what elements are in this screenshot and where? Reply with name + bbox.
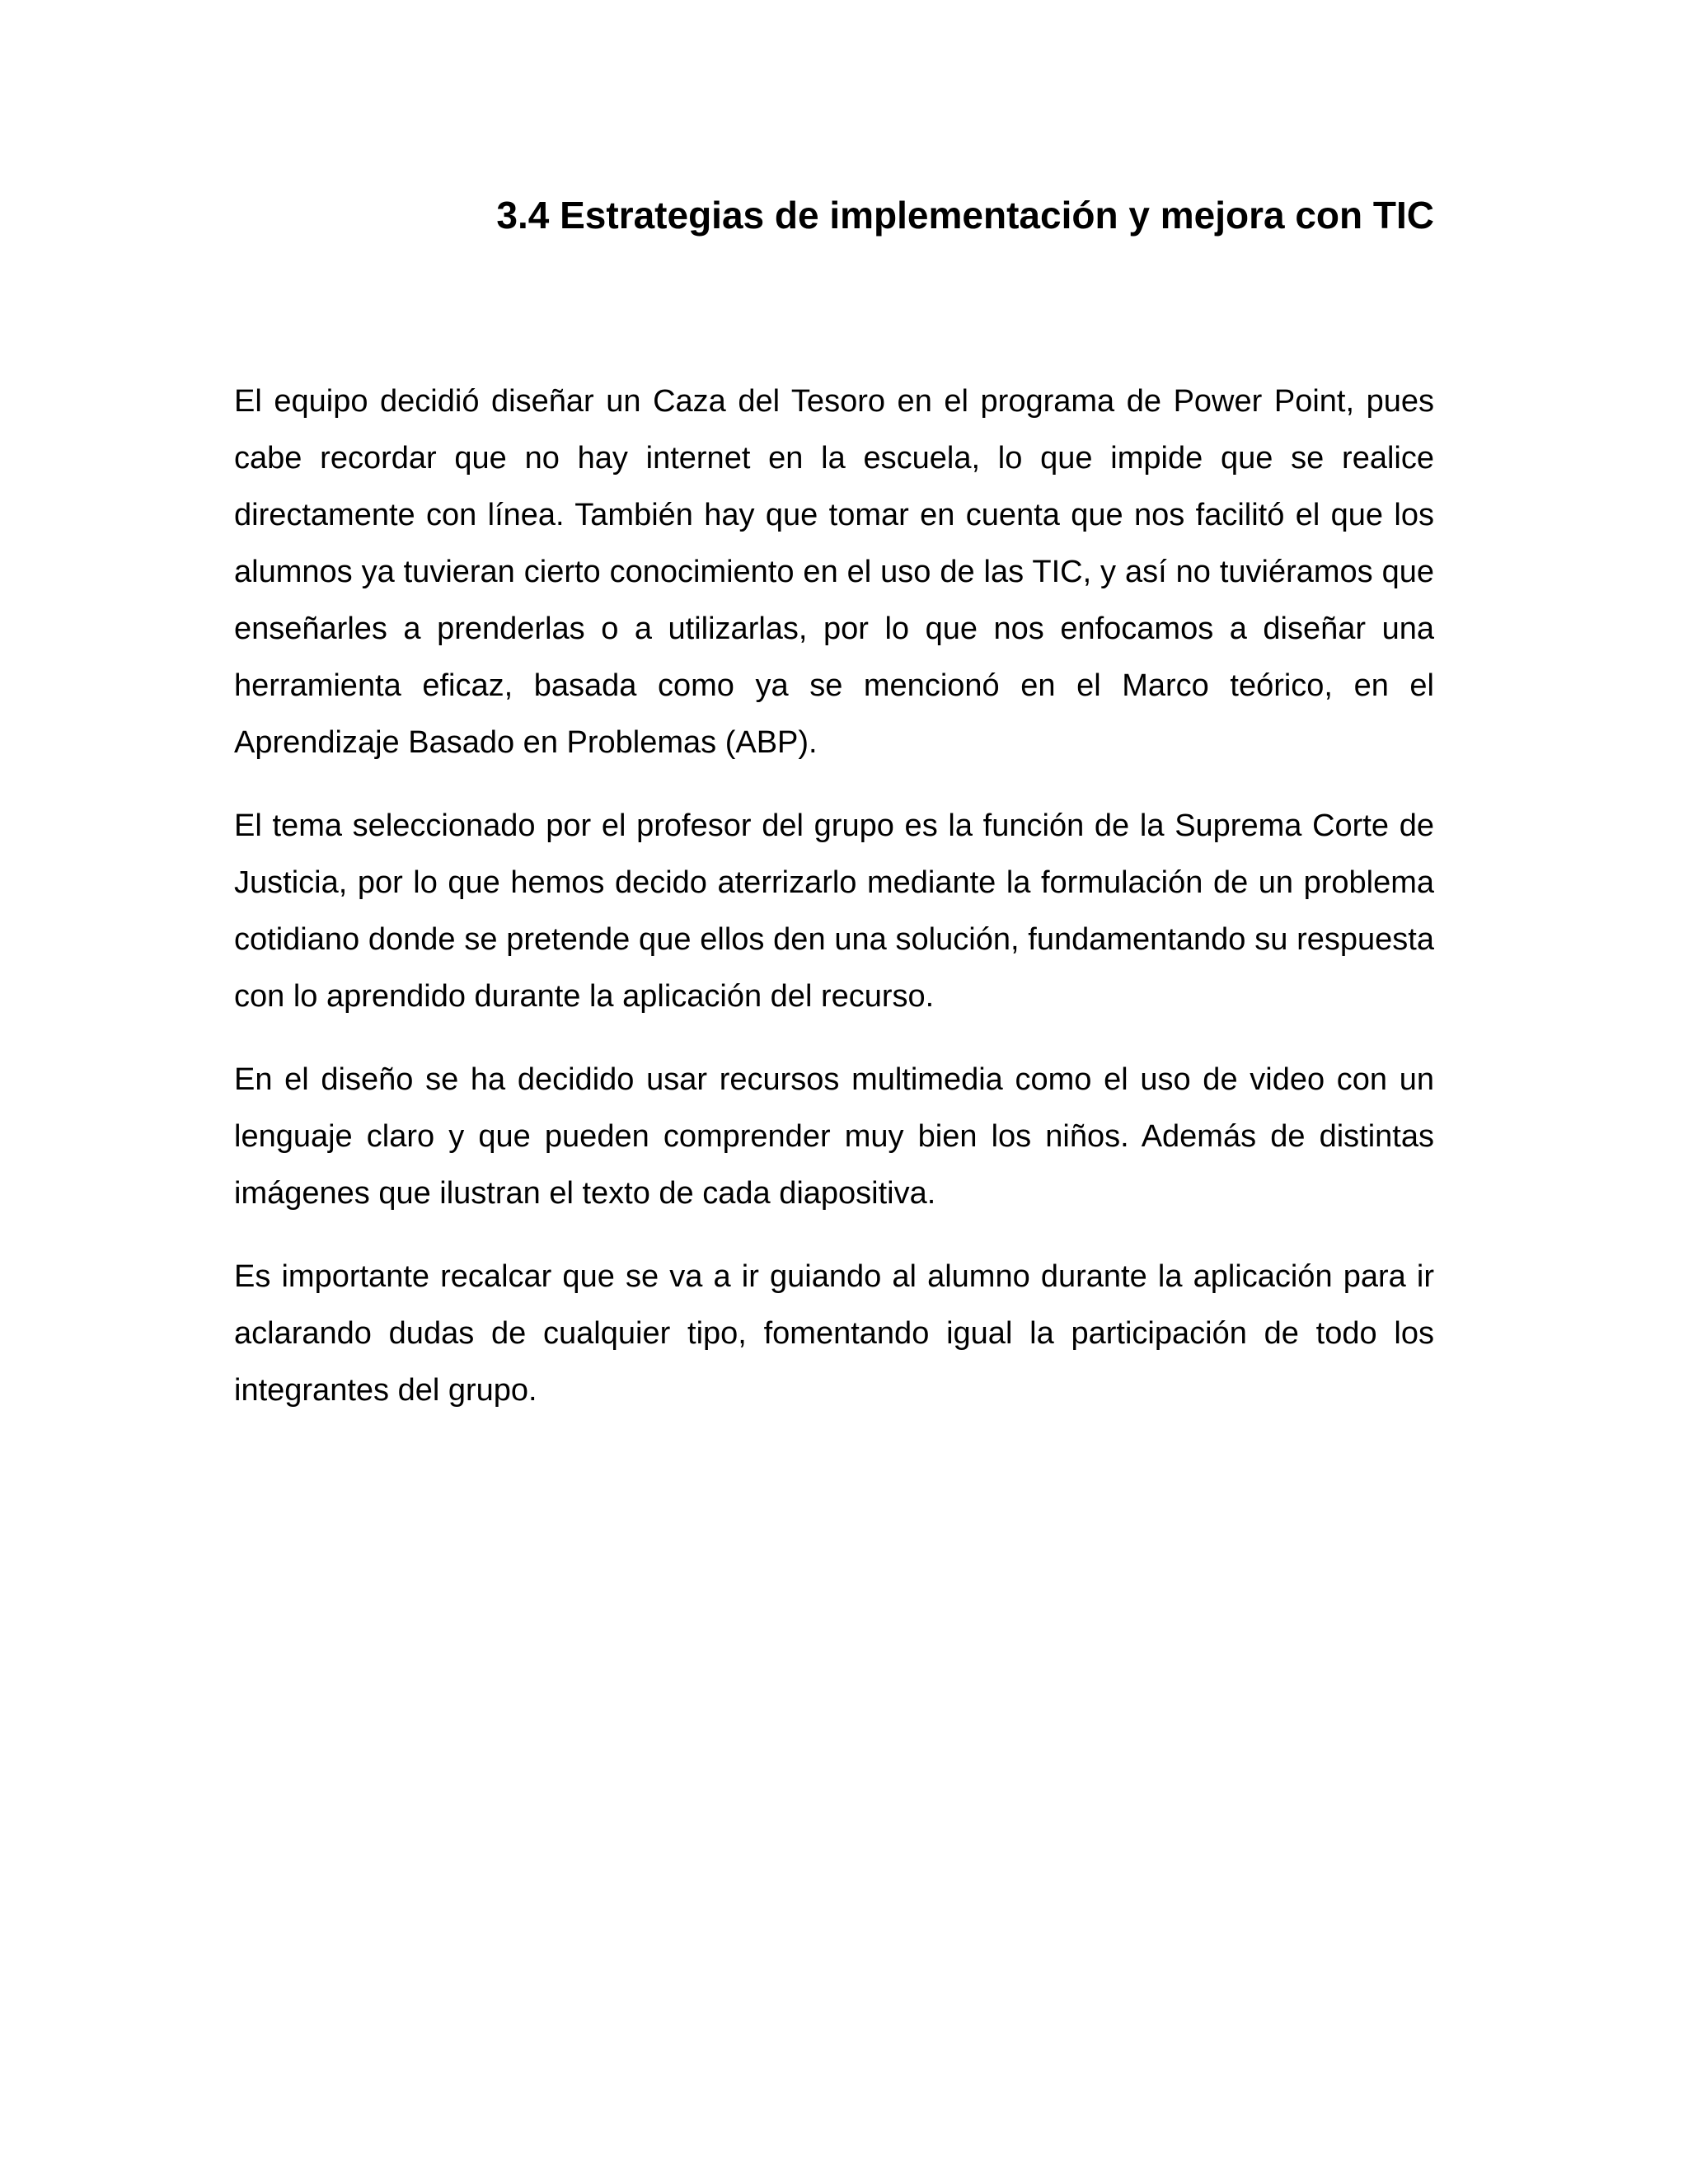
- paragraph-2: El tema seleccionado por el profesor del grupo es la función de la Suprema Corte de Justicia, por lo que hemos decido aterrizarlo mediante la formulación de un problema cotidiano donde se pretende que ellos den una solución, fundamentando su respuesta con lo aprendido durante la aplicación del recurso.: [234, 808, 1434, 1014]
- paragraph-3: En el diseño se ha decidido usar recursos multimedia como el uso de video con un lenguaje claro y que pueden comprender muy bien los niños. Además de distintas imágenes que ilustran el texto de cada diapositiva.: [234, 1062, 1434, 1211]
- paragraph-1: El equipo decidió diseñar un Caza del Tesoro en el programa de Power Point, pues cabe recordar que no hay internet en la escuela, lo que impide que se realice directamente con línea. También hay que tomar en cuenta que nos facilitó el que los alumnos ya tuvieran cierto conocimiento en el uso de las TIC, y así no tuviéramos que enseñarles a prenderlas o a utilizarlas, por lo que nos enfocamos a diseñar una herramienta eficaz, basada como ya se mencionó en el Marco teórico, en el Aprendizaje Basado en Problemas (ABP).: [234, 384, 1434, 760]
- section-heading: 3.4 Estrategias de implementación y mejora con TIC: [496, 194, 1434, 237]
- paragraph-4: Es importante recalcar que se va a ir guiando al alumno durante la aplicación para ir aclarando dudas de cualquier tipo, fomentando igual la participación de todo los integrantes del grupo.: [234, 1259, 1434, 1408]
- body-text: [234, 373, 1434, 1446]
